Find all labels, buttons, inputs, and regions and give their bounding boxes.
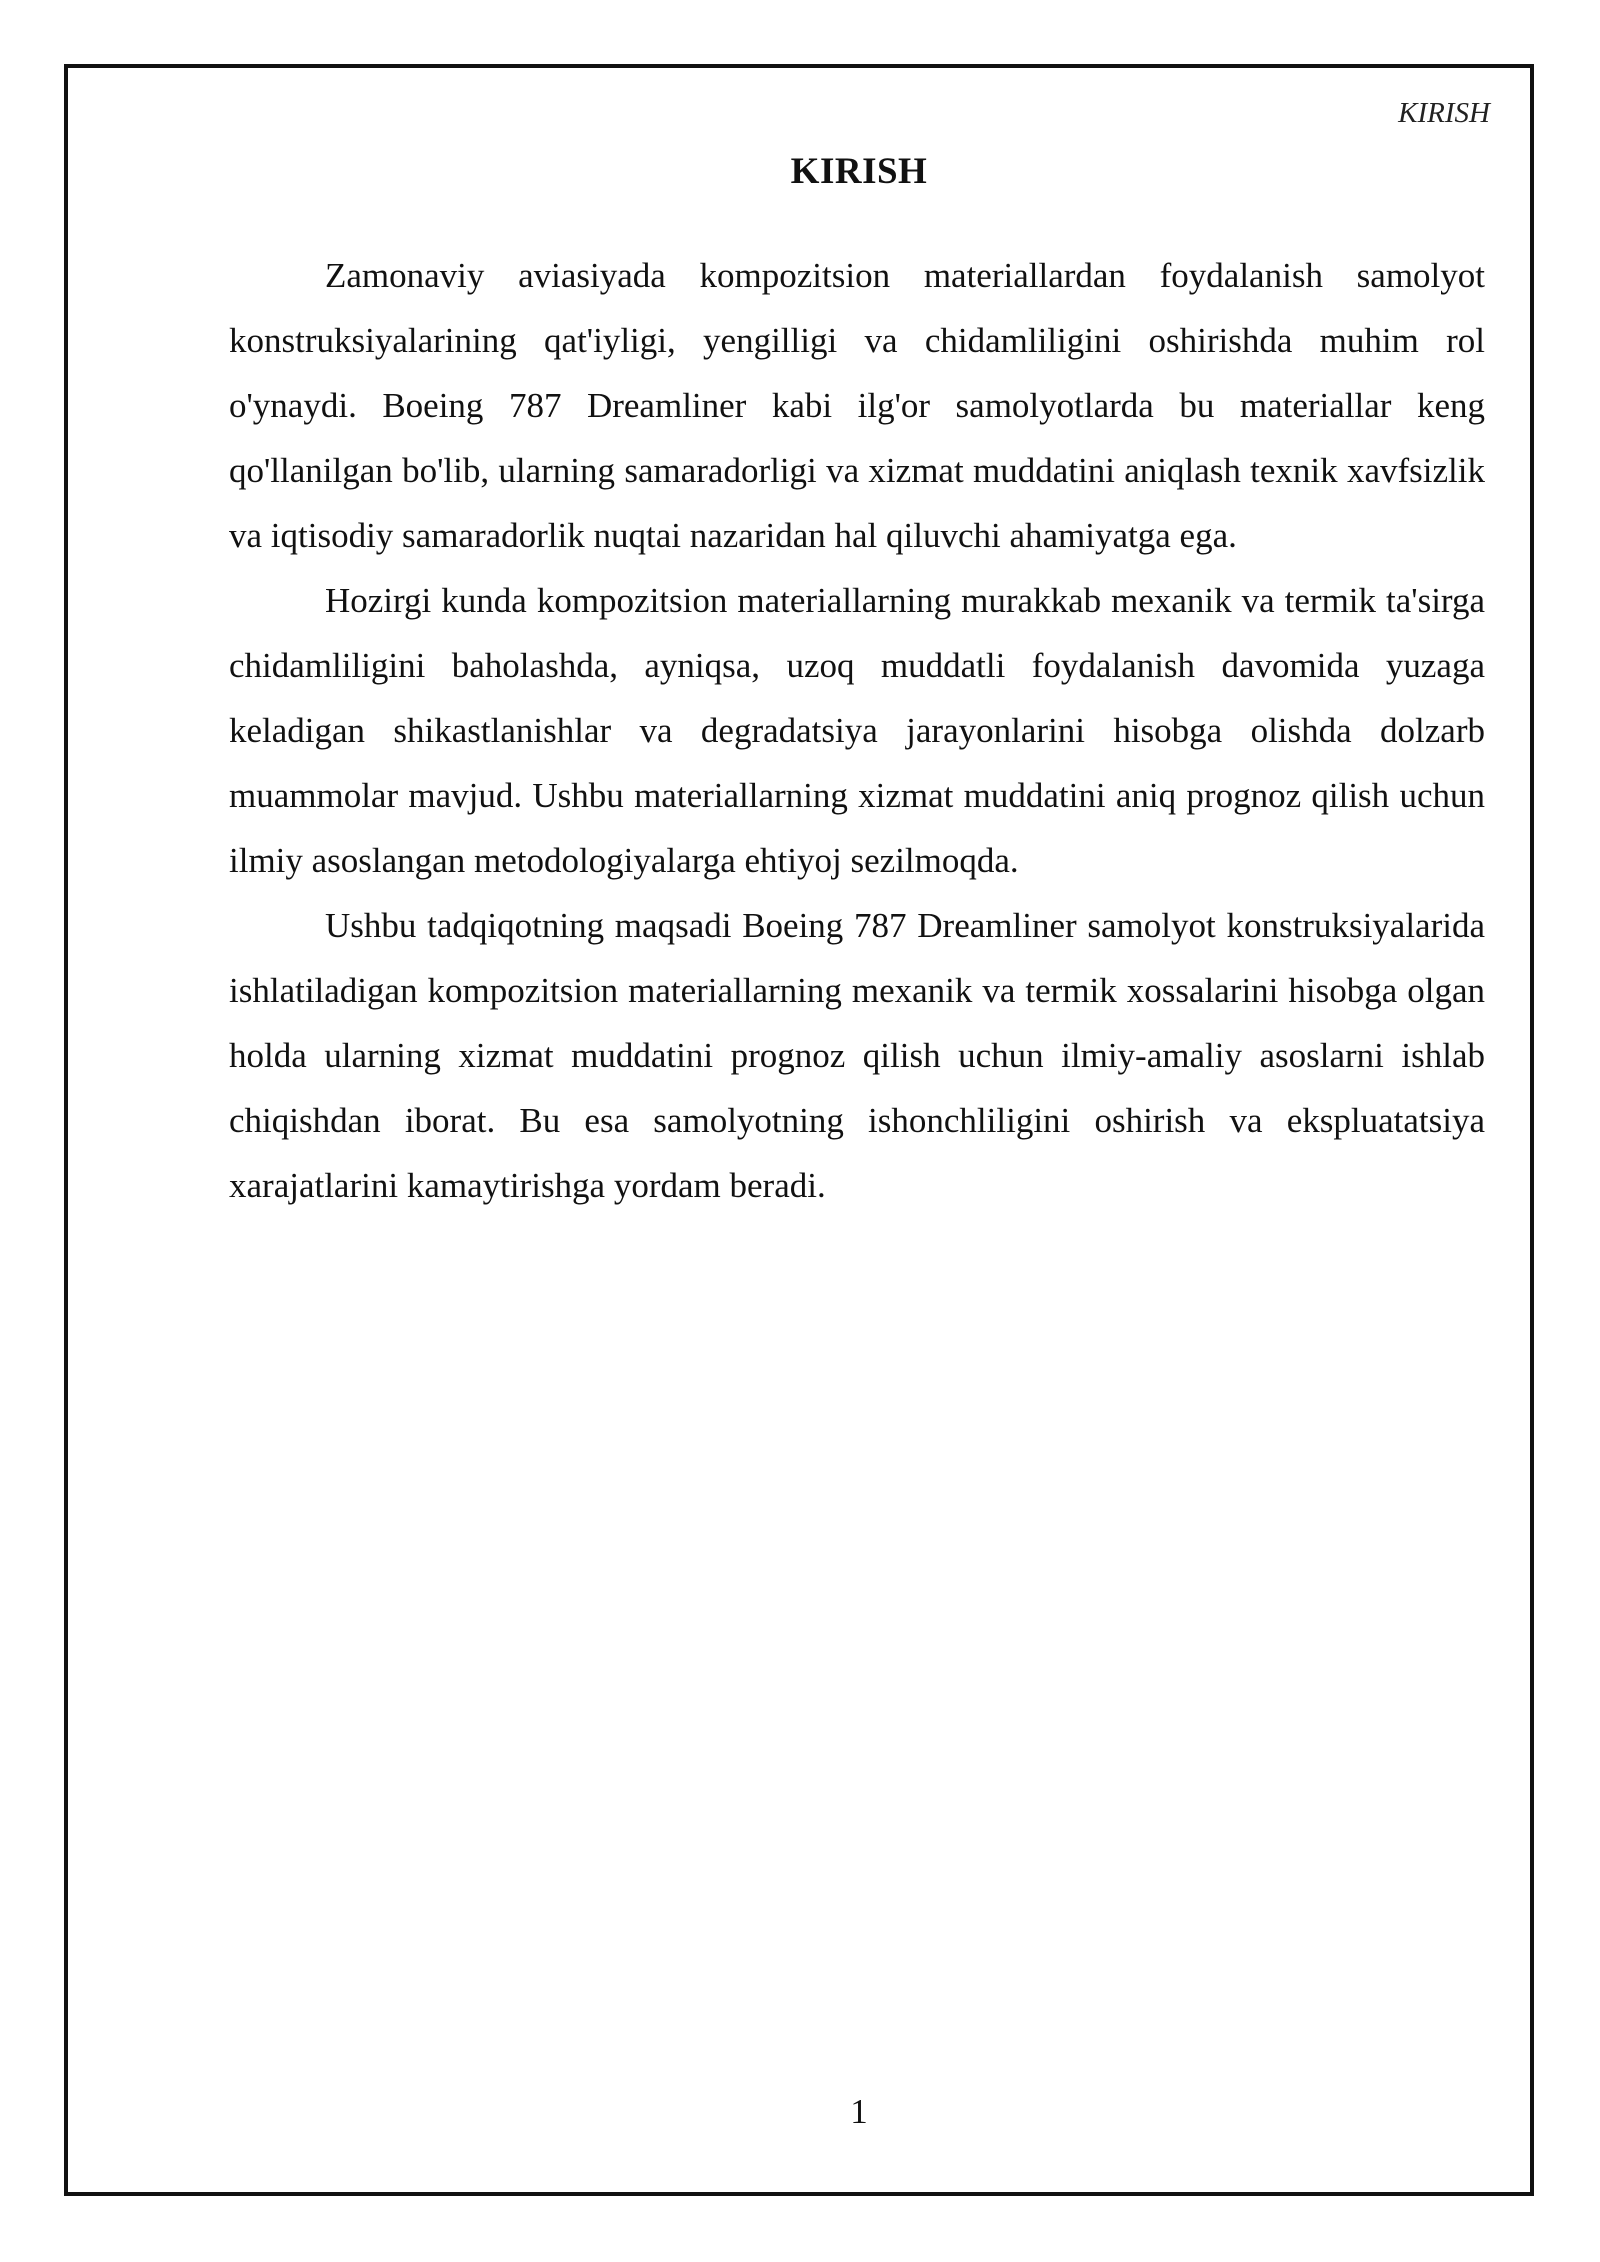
body-text [229, 243, 1485, 1218]
running-header: KIRISH [1398, 97, 1490, 129]
paragraph: Hozirgi kunda kompozitsion materiallarning murakkab mexanik va termik ta'sirga chidamliligini baholashda, ayniqsa, uzoq muddatli foydalanish davomida yuzaga keladigan shikastlanishlar va degradatsiya jarayonlarini hisobga olishda dolzarb muammolar mavjud. Ushbu materiallarning xizmat muddatini aniq prognoz qilish uchun ilmiy asoslangan metodologiyalarga ehtiyoj sezilmoqda. [229, 581, 1485, 880]
section-title: KIRISH [790, 151, 928, 192]
paragraph: Ushbu tadqiqotning maqsadi Boeing 787 Dreamliner samolyot konstruksiyalarida ishlatiladigan kompozitsion materiallarning mexanik va termik xossalarini hisobga olgan holda ularning xizmat muddatini prognoz qilish uchun ilmiy-amaliy asoslarni ishlab chiqishdan iborat. Bu esa samolyotning ishonchliligini oshirish va ekspluatatsiya xarajatlarini kamaytirishga yordam beradi. [229, 906, 1485, 1205]
paragraph: Zamonaviy aviasiyada kompozitsion materiallardan foydalanish samolyot konstruksiyalarining qat'iyligi, yengilligi va chidamliligini oshirishda muhim rol o'ynaydi. Boeing 787 Dreamliner kabi ilg'or samolyotlarda bu materiallar keng qo'llanilgan bo'lib, ularning samaradorligi va xizmat muddatini aniqlash texnik xavfsizlik va iqtisodiy samaradorlik nuqtai nazaridan hal qiluvchi ahamiyatga ega. [229, 256, 1485, 555]
page-number: 1 [850, 2092, 868, 2131]
